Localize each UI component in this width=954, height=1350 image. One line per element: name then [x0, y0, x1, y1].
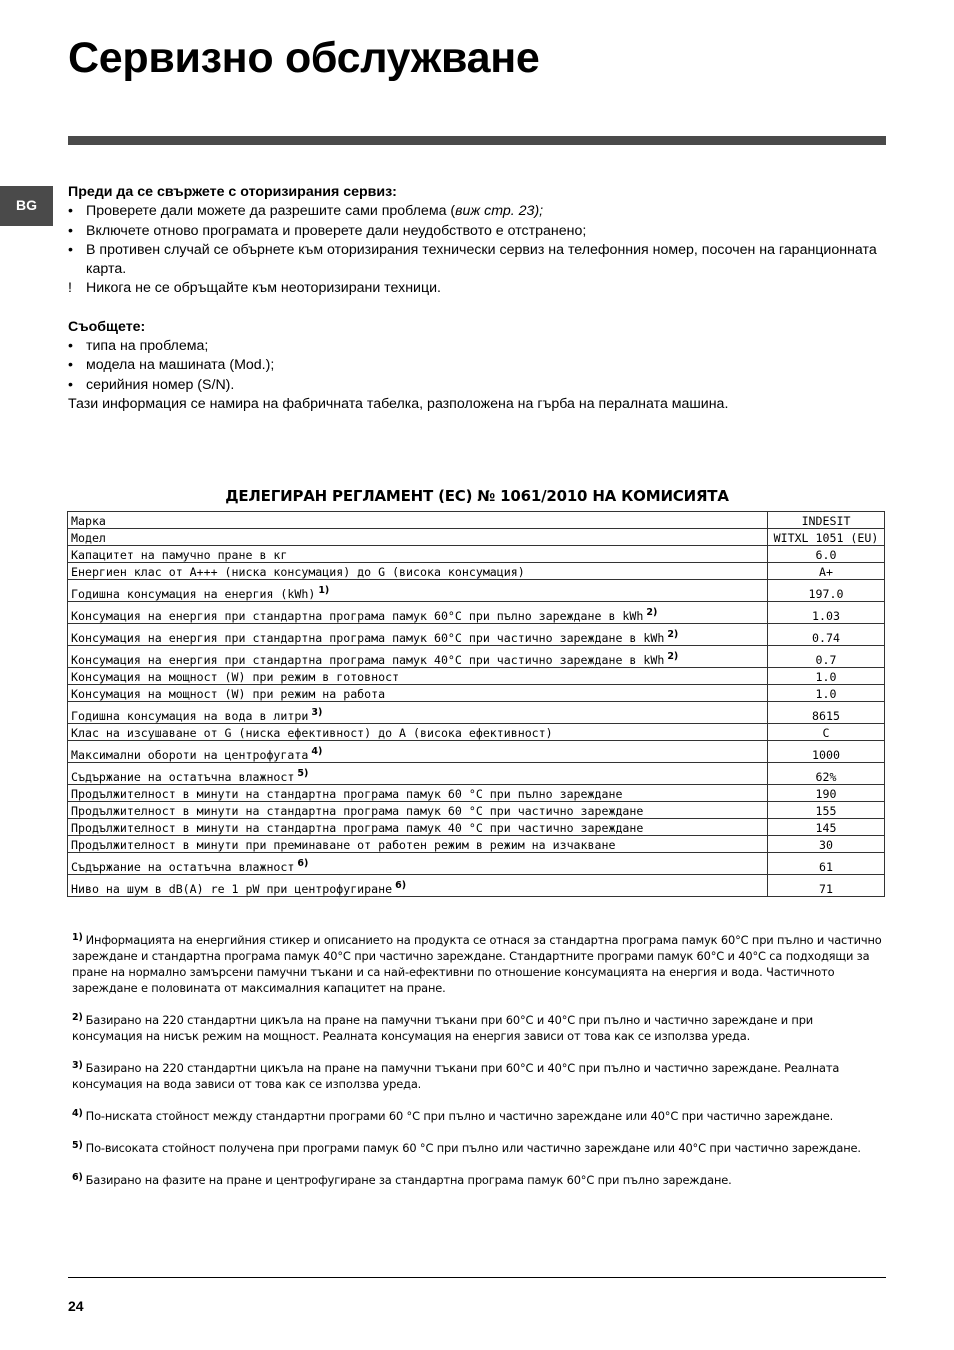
- row-value: INDESIT: [768, 512, 885, 529]
- before-heading: Преди да се свържете с оторизирания сервиз:: [68, 184, 397, 200]
- footer-rule: [68, 1277, 886, 1278]
- regulation-table: [67, 511, 885, 897]
- table-row: [68, 580, 885, 602]
- row-label: [68, 853, 768, 875]
- row-value: 1.0: [768, 668, 885, 685]
- table-row: [68, 602, 885, 624]
- list-item: [68, 356, 886, 375]
- bullet-mark: •: [68, 203, 73, 220]
- row-label-text: Максимални обороти на центрофугата: [71, 748, 309, 762]
- footnote: [72, 1058, 886, 1092]
- row-value: 197.0: [768, 580, 885, 602]
- list-item-text: модела на машината (Mod.);: [86, 357, 275, 374]
- footnote-mark: 3): [72, 1060, 83, 1071]
- warning-text: Никога не се обръщайте към неоторизирани техници.: [86, 280, 441, 297]
- footnote-text: Базирано на 220 стандартни цикъла на пране на памучни тъкани при 60°С и 40°С при пълно и частично зареждане и при консумация на нисък режим на мощност. Реалната консумация на енергия зависи от това как се използва уреда.: [72, 1013, 814, 1043]
- row-label: [68, 875, 768, 897]
- table-row: [68, 763, 885, 785]
- row-label: [68, 785, 768, 802]
- footnote: [72, 1138, 886, 1156]
- row-value: A+: [768, 563, 885, 580]
- footnote-ref: 3): [311, 707, 323, 718]
- warning-item: [68, 279, 886, 298]
- footnote-ref: 2): [646, 607, 658, 618]
- row-label-text: Годишна консумация на енергия (kWh): [71, 587, 316, 601]
- footnote: [72, 1170, 886, 1188]
- footnote-ref: 6): [297, 858, 309, 869]
- row-label: [68, 563, 768, 580]
- row-label-text: Клас на изсушаване от G (ниска ефективност) до A (висока ефективност): [71, 726, 553, 740]
- row-value: 0.7: [768, 646, 885, 668]
- row-value: 62%: [768, 763, 885, 785]
- table-row: [68, 624, 885, 646]
- row-label: [68, 668, 768, 685]
- row-value: 30: [768, 836, 885, 853]
- row-label: [68, 512, 768, 529]
- row-label-text: Енергиен клас от А+++ (ниска консумация) до G (висока консумация): [71, 565, 525, 579]
- table-row: [68, 836, 885, 853]
- row-label-text: Консумация на мощност (W) при режим в готовност: [71, 670, 400, 684]
- list-item-text: типа на проблема;: [86, 338, 209, 355]
- table-row: [68, 668, 885, 685]
- row-label: [68, 802, 768, 819]
- row-label: [68, 546, 768, 563]
- label-location-note: Тази информация се намира на фабричната табелка, разположена на гърба на пералната машина.: [68, 395, 729, 412]
- table-row: [68, 563, 885, 580]
- row-label-text: Съдържание на остатъчна влажност: [71, 860, 295, 874]
- row-label: [68, 763, 768, 785]
- footnote: [72, 930, 886, 996]
- bullet-mark: •: [68, 338, 73, 355]
- service-instructions: [68, 183, 886, 414]
- table-row: [68, 819, 885, 836]
- footnote-mark: 2): [72, 1012, 83, 1023]
- list-item: [68, 241, 886, 280]
- row-value: WITXL 1051 (EU): [768, 529, 885, 546]
- row-label-text: Годишна консумация на вода в литри: [71, 709, 309, 723]
- row-label: [68, 624, 768, 646]
- row-label-text: Марка: [71, 514, 106, 528]
- row-label-text: Продължителност в минути на стандартна програма памук 60 °С при частично зареждане: [71, 804, 644, 818]
- title-divider: [68, 136, 886, 145]
- row-label-text: Съдържание на остатъчна влажност: [71, 770, 295, 784]
- table-row: [68, 741, 885, 763]
- table-row: [68, 875, 885, 897]
- row-label-text: Продължителност в минути на стандартна програма памук 60 °С при пълно зареждане: [71, 787, 623, 801]
- row-label: [68, 602, 768, 624]
- list-item: [68, 202, 886, 221]
- row-label: [68, 819, 768, 836]
- list-item-text: Проверете дали можете да разрешите сами проблема (: [86, 203, 456, 220]
- language-tab: BG: [0, 186, 53, 226]
- report-heading: Съобщете:: [68, 318, 146, 335]
- row-value: 1.0: [768, 685, 885, 702]
- footnote-text: По-ниската стойност между стандартни програми 60 °С при пълно и частично зареждане или 40°С при частично зареждане.: [85, 1109, 834, 1123]
- row-value: 61: [768, 853, 885, 875]
- row-label-text: Консумация на енергия при стандартна програма памук 60°С при частично зареждане в kWh: [71, 631, 665, 645]
- row-label-text: Продължителност в минути при преминаване от работен режим в режим на изчакване: [71, 838, 616, 852]
- footnotes: [72, 930, 886, 1202]
- row-value: 155: [768, 802, 885, 819]
- page-reference: виж стр. 23);: [455, 203, 544, 220]
- list-item-text: Включете отново програмата и проверете дали неудобството е отстранено;: [86, 222, 587, 239]
- table-row: [68, 724, 885, 741]
- regulation-title: ДЕЛЕГИРАН РЕГЛАМЕНТ (ЕС) № 1061/2010 НА КОМИСИЯТА: [225, 487, 729, 505]
- footnote-ref: 2): [667, 651, 679, 662]
- list-item-text: серийния номер (S/N).: [86, 376, 235, 393]
- row-label-text: Консумация на мощност (W) при режим на работа: [71, 687, 386, 701]
- table-row: [68, 546, 885, 563]
- row-label: [68, 702, 768, 724]
- table-row: [68, 512, 885, 529]
- list-item: [68, 337, 886, 356]
- footnote-mark: 4): [72, 1108, 83, 1119]
- footnote-mark: 1): [72, 932, 83, 943]
- row-value: C: [768, 724, 885, 741]
- row-value: 1.03: [768, 602, 885, 624]
- row-value: 1000: [768, 741, 885, 763]
- list-item-text: В противен случай се обърнете към оторизирания технически сервиз на телефонния номер, посочен на гаранционната карта.: [86, 241, 877, 278]
- table-row: [68, 853, 885, 875]
- table-row: [68, 785, 885, 802]
- row-label: [68, 646, 768, 668]
- footnote-ref: 2): [667, 629, 679, 640]
- footnote-text: Базирано на 220 стандартни цикъла на пране на памучни тъкани при 60°С и 40°С при пълно и частично зареждане. Реалната консумация на вода зависи от това как се използва уреда.: [72, 1061, 840, 1091]
- footnote-ref: 1): [318, 585, 330, 596]
- row-label: [68, 724, 768, 741]
- row-value: 190: [768, 785, 885, 802]
- list-item: [68, 376, 886, 395]
- bullet-mark: •: [68, 357, 73, 374]
- footnote: [72, 1010, 886, 1044]
- list-item: [68, 222, 886, 241]
- row-value: 145: [768, 819, 885, 836]
- footnote-text: По-високата стойност получена при програми памук 60 °С при пълно или частично зареждане или 40°С при частично зареждане.: [85, 1141, 861, 1155]
- table-row: [68, 529, 885, 546]
- table-row: [68, 685, 885, 702]
- footnote: [72, 1106, 886, 1124]
- row-value: 6.0: [768, 546, 885, 563]
- footnote-ref: 4): [311, 746, 323, 757]
- row-label-text: Модел: [71, 531, 106, 545]
- row-label: [68, 580, 768, 602]
- row-label-text: Консумация на енергия при стандартна програма памук 60°С при пълно зареждане в kWh: [71, 609, 644, 623]
- row-value: 8615: [768, 702, 885, 724]
- row-label-text: Консумация на енергия при стандартна програма памук 40°С при частично зареждане в kWh: [71, 653, 665, 667]
- row-value: 71: [768, 875, 885, 897]
- footnote-text: Информацията на енергийния стикер и описанието на продукта се отнася за стандартна програма памук 60°С при пълно и частично зареждане и стандартна програма памук 40°С при частично зареждане. Стандартните програми памук 60°С и 40°С са подходящи за пране на нормално замърсени памучни тъкани и са най-ефективни по отношение консумацията на енергия и вода. Частичното зареждане е половината от максималния капацитет на пране.: [72, 933, 882, 995]
- row-label: [68, 685, 768, 702]
- table-row: [68, 646, 885, 668]
- bullet-mark: •: [68, 241, 73, 258]
- table-row: [68, 702, 885, 724]
- row-label: [68, 529, 768, 546]
- page-title: Сервизно обслужване: [68, 34, 540, 82]
- footnote-ref: 5): [297, 768, 309, 779]
- footnote-mark: 5): [72, 1140, 83, 1151]
- footnote-mark: 6): [72, 1172, 83, 1183]
- row-value: 0.74: [768, 624, 885, 646]
- footnote-text: Базирано на фазите на пране и центрофугиране за стандартна програма памук 60°С при пълно зареждане.: [85, 1173, 732, 1187]
- table-row: [68, 802, 885, 819]
- page-number: 24: [68, 1298, 84, 1314]
- warning-icon: !: [68, 280, 72, 297]
- bullet-mark: •: [68, 376, 73, 393]
- row-label-text: Ниво на шум в dB(A) re 1 pW при центрофугиране: [71, 882, 393, 896]
- row-label: [68, 836, 768, 853]
- row-label-text: Продължителност в минути на стандартна програма памук 40 °С при частично зареждане: [71, 821, 644, 835]
- footnote-ref: 6): [395, 880, 407, 891]
- bullet-mark: •: [68, 222, 73, 239]
- row-label: [68, 741, 768, 763]
- row-label-text: Капацитет на памучно пране в кг: [71, 548, 288, 562]
